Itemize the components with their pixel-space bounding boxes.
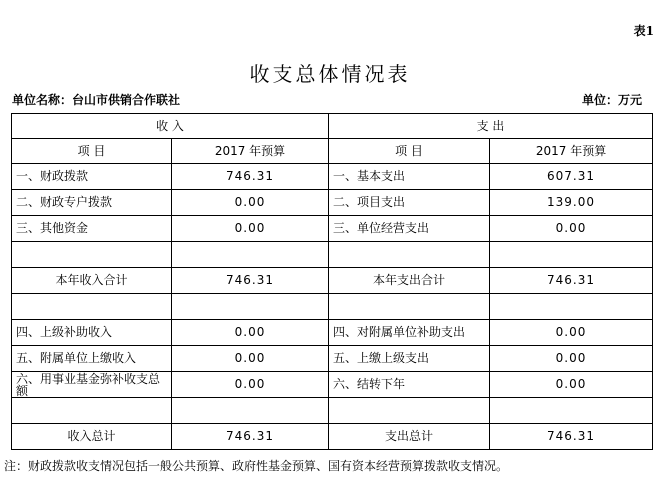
expense-item-header: 项 目 <box>329 139 490 164</box>
income-value: 0.00 <box>172 346 329 372</box>
income-label: 四、上级补助收入 <box>12 320 172 346</box>
footnote: 注：财政拨款收支情况包括一般公共预算、政府性基金预算、国有资本经营预算拨款收支情况。 <box>4 459 509 473</box>
table-row <box>12 320 653 346</box>
income-value: 0.00 <box>172 190 329 216</box>
expense-value: 0.00 <box>490 372 653 398</box>
income-total-value: 746.31 <box>172 424 329 450</box>
income-label: 三、其他资金 <box>12 216 172 242</box>
income-value <box>172 242 329 268</box>
expense-section-header: 支 出 <box>329 114 653 139</box>
table-row <box>12 372 653 398</box>
income-subtotal-value: 746.31 <box>172 268 329 294</box>
expense-total-label: 支出总计 <box>329 424 490 450</box>
subtotal-row <box>12 268 653 294</box>
total-row <box>12 424 653 450</box>
income-label: 五、附属单位上缴收入 <box>12 346 172 372</box>
expense-label <box>329 294 490 320</box>
table-row <box>12 164 653 190</box>
expense-value: 139.00 <box>490 190 653 216</box>
expense-label: 二、项目支出 <box>329 190 490 216</box>
section-header-row <box>12 114 653 139</box>
expense-label <box>329 242 490 268</box>
income-label: 六、用事业基金弥补收支总额 <box>12 372 172 398</box>
expense-label: 六、结转下年 <box>329 372 490 398</box>
income-value: 0.00 <box>172 216 329 242</box>
income-label <box>12 398 172 424</box>
expense-value <box>490 398 653 424</box>
income-budget-header: 2017 年预算 <box>172 139 329 164</box>
expense-value <box>490 242 653 268</box>
income-label: 二、财政专户拨款 <box>12 190 172 216</box>
income-label <box>12 242 172 268</box>
currency-unit: 单位：万元 <box>581 93 642 107</box>
expense-label: 四、对附属单位补助支出 <box>329 320 490 346</box>
expense-subtotal-value: 746.31 <box>490 268 653 294</box>
column-header-row <box>12 139 653 164</box>
expense-budget-header: 2017 年预算 <box>490 139 653 164</box>
income-value: 0.00 <box>172 372 329 398</box>
budget-table <box>11 113 653 450</box>
income-value: 746.31 <box>172 164 329 190</box>
table-row <box>12 346 653 372</box>
page-title: 收支总体情况表 <box>249 62 411 86</box>
table-row-empty <box>12 398 653 424</box>
table-row-empty <box>12 294 653 320</box>
income-total-label: 收入总计 <box>12 424 172 450</box>
expense-value <box>490 294 653 320</box>
expense-value: 0.00 <box>490 320 653 346</box>
income-value: 0.00 <box>172 320 329 346</box>
income-subtotal-label: 本年收入合计 <box>12 268 172 294</box>
income-item-header: 项 目 <box>12 139 172 164</box>
expense-label: 一、基本支出 <box>329 164 490 190</box>
table-number: 表1 <box>633 24 654 38</box>
income-value <box>172 398 329 424</box>
expense-value: 607.31 <box>490 164 653 190</box>
expense-total-value: 746.31 <box>490 424 653 450</box>
income-section-header: 收 入 <box>12 114 329 139</box>
expense-value: 0.00 <box>490 346 653 372</box>
income-label <box>12 294 172 320</box>
income-value <box>172 294 329 320</box>
expense-label <box>329 398 490 424</box>
table-row <box>12 216 653 242</box>
expense-value: 0.00 <box>490 216 653 242</box>
expense-label: 五、上缴上级支出 <box>329 346 490 372</box>
expense-subtotal-label: 本年支出合计 <box>329 268 490 294</box>
table-row <box>12 190 653 216</box>
unit-name: 单位名称：台山市供销合作联社 <box>12 93 181 107</box>
expense-label: 三、单位经营支出 <box>329 216 490 242</box>
income-label: 一、财政拨款 <box>12 164 172 190</box>
table-row-empty <box>12 242 653 268</box>
